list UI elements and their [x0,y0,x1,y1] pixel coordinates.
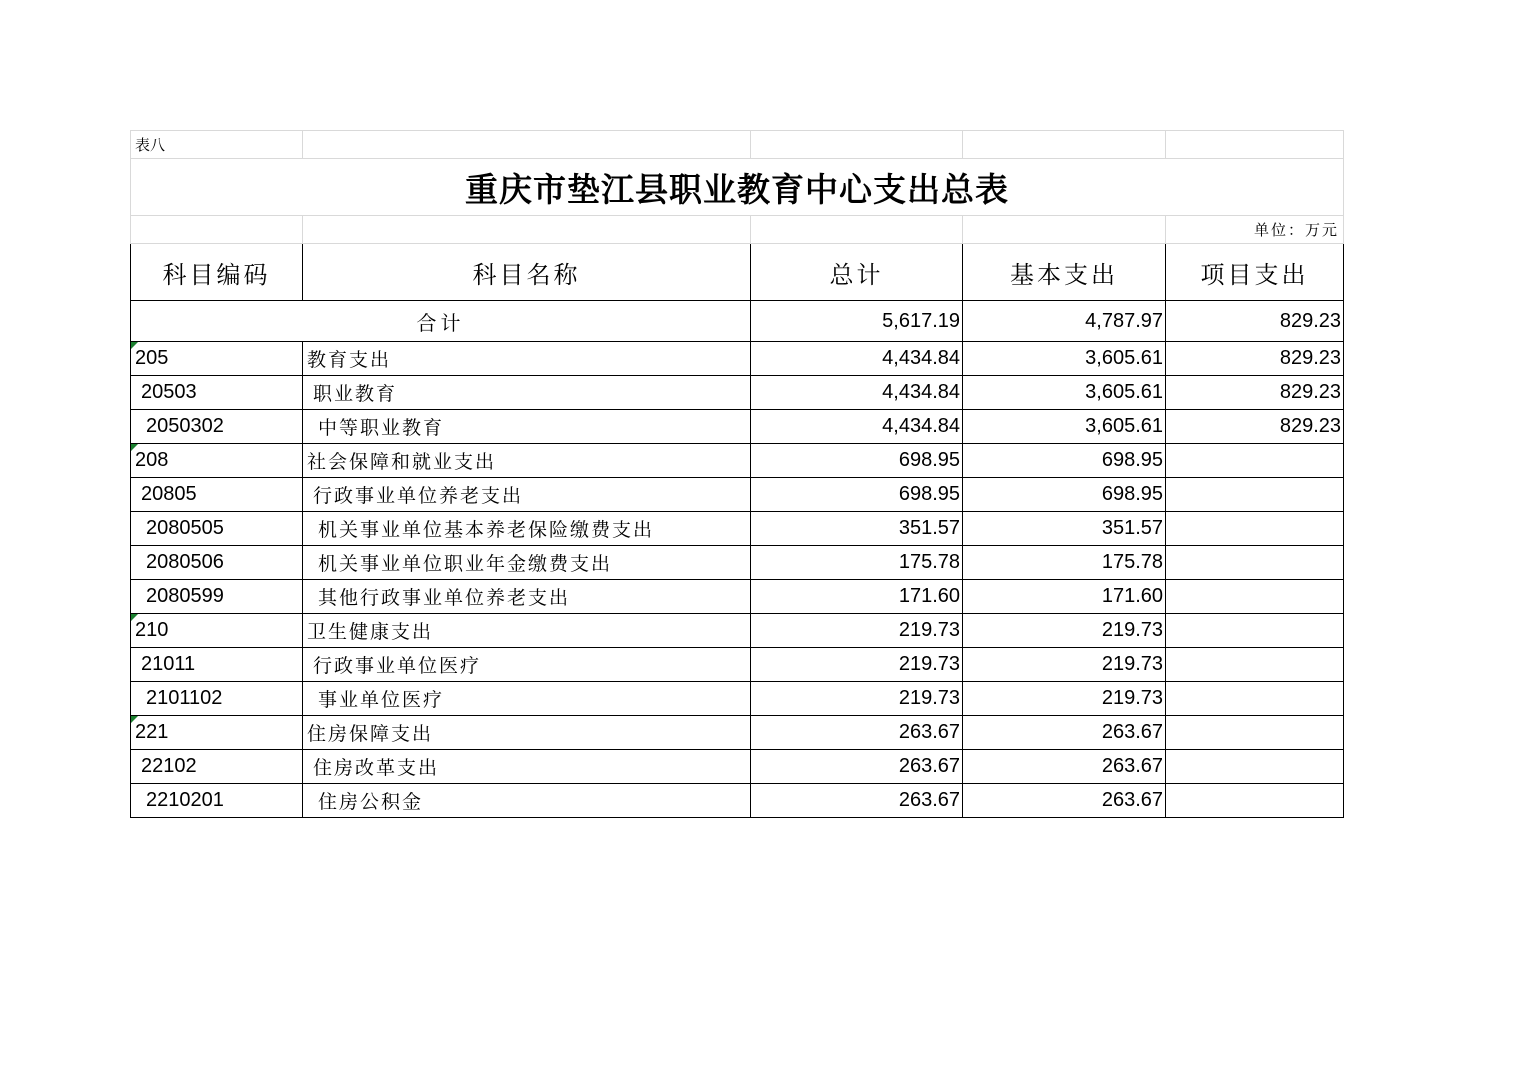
total-basic[interactable]: 4,787.97 [963,301,1166,342]
row-project[interactable] [1166,716,1344,750]
empty-cell[interactable] [751,216,963,244]
row-name[interactable]: 职业教育 [303,376,751,410]
row-code[interactable]: 2080506 [131,546,303,580]
empty-cell[interactable] [963,216,1166,244]
page-title[interactable]: 重庆市垫江县职业教育中心支出总表 [131,159,1344,216]
row-code[interactable]: 221 [131,716,303,750]
row-total[interactable]: 4,434.84 [751,410,963,444]
row-name[interactable]: 中等职业教育 [303,410,751,444]
table-row [131,444,1344,478]
table-row [131,342,1344,376]
empty-cell[interactable] [751,131,963,159]
row-code[interactable]: 2210201 [131,784,303,818]
row-project[interactable]: 829.23 [1166,376,1344,410]
expenditure-table [130,130,1344,818]
table-row [131,478,1344,512]
row-total[interactable]: 4,434.84 [751,342,963,376]
sheet-header-area [131,131,1344,244]
row-basic[interactable]: 175.78 [963,546,1166,580]
row-project[interactable] [1166,512,1344,546]
row-total[interactable]: 175.78 [751,546,963,580]
row-total[interactable]: 4,434.84 [751,376,963,410]
row-name[interactable]: 机关事业单位基本养老保险缴费支出 [303,512,751,546]
empty-cell[interactable] [303,131,751,159]
total-label[interactable]: 合计 [131,301,751,342]
row-name[interactable]: 机关事业单位职业年金缴费支出 [303,546,751,580]
row-basic[interactable]: 3,605.61 [963,342,1166,376]
empty-cell[interactable] [131,216,303,244]
unit-row [131,216,1344,244]
row-basic[interactable]: 219.73 [963,648,1166,682]
row-code[interactable]: 2101102 [131,682,303,716]
table-row [131,580,1344,614]
row-total[interactable]: 219.73 [751,614,963,648]
row-basic[interactable]: 698.95 [963,444,1166,478]
header-project[interactable]: 项目支出 [1166,244,1344,301]
total-total[interactable]: 5,617.19 [751,301,963,342]
row-project[interactable]: 829.23 [1166,342,1344,376]
row-name[interactable]: 其他行政事业单位养老支出 [303,580,751,614]
label-row [131,131,1344,159]
table-row [131,682,1344,716]
row-basic[interactable]: 263.67 [963,784,1166,818]
row-basic[interactable]: 263.67 [963,716,1166,750]
row-name[interactable]: 行政事业单位养老支出 [303,478,751,512]
empty-cell[interactable] [303,216,751,244]
row-name[interactable]: 住房公积金 [303,784,751,818]
row-basic[interactable]: 3,605.61 [963,376,1166,410]
row-project[interactable] [1166,614,1344,648]
row-total[interactable]: 698.95 [751,444,963,478]
row-project[interactable] [1166,444,1344,478]
row-code[interactable]: 2050302 [131,410,303,444]
table-row [131,750,1344,784]
total-row [131,301,1344,342]
row-code[interactable]: 205 [131,342,303,376]
row-basic[interactable]: 3,605.61 [963,410,1166,444]
row-total[interactable]: 219.73 [751,648,963,682]
row-total[interactable]: 263.67 [751,750,963,784]
row-project[interactable] [1166,546,1344,580]
table-row [131,376,1344,410]
row-name[interactable]: 社会保障和就业支出 [303,444,751,478]
header-code[interactable]: 科目编码 [131,244,303,301]
row-project[interactable]: 829.23 [1166,410,1344,444]
table-row [131,512,1344,546]
row-code[interactable]: 210 [131,614,303,648]
row-basic[interactable]: 219.73 [963,682,1166,716]
table-row [131,648,1344,682]
row-project[interactable] [1166,750,1344,784]
row-name[interactable]: 行政事业单位医疗 [303,648,751,682]
unit-label[interactable]: 单位：万元 [1166,216,1344,244]
row-code[interactable]: 20503 [131,376,303,410]
row-code[interactable]: 22102 [131,750,303,784]
table-row [131,410,1344,444]
row-total[interactable]: 263.67 [751,784,963,818]
table-row [131,546,1344,580]
row-name[interactable]: 教育支出 [303,342,751,376]
row-project[interactable] [1166,784,1344,818]
row-name[interactable]: 事业单位医疗 [303,682,751,716]
row-name[interactable]: 住房保障支出 [303,716,751,750]
table-row [131,716,1344,750]
row-code[interactable]: 2080505 [131,512,303,546]
row-basic[interactable]: 171.60 [963,580,1166,614]
row-total[interactable]: 219.73 [751,682,963,716]
sheet-label[interactable]: 表八 [131,131,303,159]
row-code[interactable]: 21011 [131,648,303,682]
row-code[interactable]: 2080599 [131,580,303,614]
row-name[interactable]: 卫生健康支出 [303,614,751,648]
row-code[interactable]: 208 [131,444,303,478]
row-project[interactable] [1166,682,1344,716]
total-project[interactable]: 829.23 [1166,301,1344,342]
table-body [131,244,1344,818]
row-code[interactable]: 20805 [131,478,303,512]
row-basic[interactable]: 698.95 [963,478,1166,512]
header-basic[interactable]: 基本支出 [963,244,1166,301]
row-basic[interactable]: 219.73 [963,614,1166,648]
column-header-row [131,244,1344,301]
empty-cell[interactable] [963,131,1166,159]
header-name[interactable]: 科目名称 [303,244,751,301]
row-total[interactable]: 698.95 [751,478,963,512]
table-row [131,784,1344,818]
row-basic[interactable]: 263.67 [963,750,1166,784]
title-row [131,159,1344,216]
row-project[interactable] [1166,580,1344,614]
row-total[interactable]: 263.67 [751,716,963,750]
header-total[interactable]: 总计 [751,244,963,301]
table-row [131,614,1344,648]
row-basic[interactable]: 351.57 [963,512,1166,546]
row-total[interactable]: 171.60 [751,580,963,614]
row-project[interactable] [1166,478,1344,512]
row-name[interactable]: 住房改革支出 [303,750,751,784]
row-total[interactable]: 351.57 [751,512,963,546]
row-project[interactable] [1166,648,1344,682]
empty-cell[interactable] [1166,131,1344,159]
